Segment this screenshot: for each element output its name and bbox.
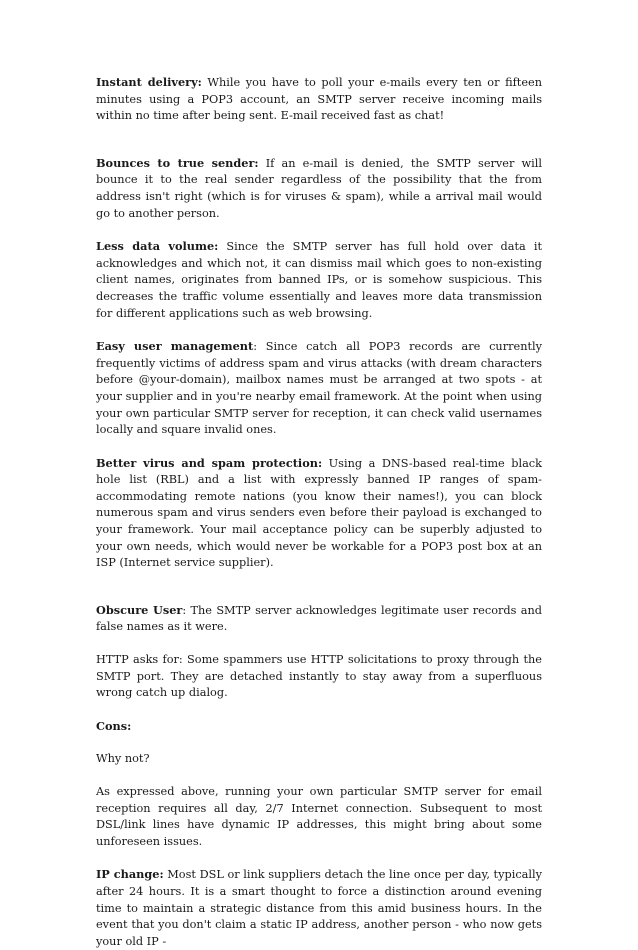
paragraph-text: As expressed above, running your own particular SMTP server for email reception requires all day, 2/7 Internet connection. Subsequent to most DSL/link lines have dynamic IP addresses, this might bring about some unforeseen issues. (96, 785, 542, 848)
paragraph-text: While you have to poll your e-mails every ten or fifteen minutes using a POP3 account, an SMTP server receive incoming mails within no time after being sent. E-mail received fast as chat! (96, 76, 542, 123)
paragraph-instant-delivery (96, 74, 542, 125)
paragraph-text: Why not? (96, 752, 150, 766)
document-body (96, 74, 542, 950)
paragraph-heading: Bounces to true sender: (96, 155, 259, 170)
paragraph-less-data-volume (96, 238, 542, 322)
paragraph-heading: Easy user management (96, 339, 254, 354)
paragraph-as-expressed-above (96, 784, 542, 850)
paragraph-heading: Better virus and spam protection: (96, 455, 323, 470)
paragraph-bounces-to-true-sender (96, 155, 542, 222)
paragraph-text: : Since catch all POP3 records are currently frequently victims of address spam and virus attacks (with dream characters before @your-domain), mailbox names must be arranged at two spots - at your supplier and in you're nearby email framework. At the point when using your own particular SMTP server for reception, it can check valid usernames locally and square invalid ones. (96, 340, 542, 437)
paragraph-text: If an e-mail is denied, the SMTP server will bounce it to the real sender regardless of the possibility that the from address isn't right (which is for viruses & spam), while a arrival mail would go to another person. (96, 156, 542, 220)
paragraph-text: Most DSL or link suppliers detach the line once per day, typically after 24 hours. It is a smart thought to force a distinction around evening time to maintain a strategic distance from this amid business hours. In the event that you don't claim a static IP address, another person - who now gets your old IP - (96, 868, 542, 948)
paragraph-heading: Instant delivery: (96, 75, 202, 89)
paragraph-text: Since the SMTP server has full hold over data it acknowledges and which not, it can dismiss mail which goes to non-existing client names, originates from banned IPs, or is somehow suspicious. This decreases the traffic volume essentially and leaves more data transmission for different applications such as web browsing. (96, 240, 543, 320)
paragraph-text: HTTP asks for: Some spammers use HTTP solicitations to proxy through the SMTP port. They are detached instantly to stay away from a superfluous wrong catch up dialog. (96, 653, 542, 700)
paragraph-http-asks-for (96, 652, 542, 702)
paragraph-text: Using a DNS-based real-time black hole list (RBL) and a list with expressly banned IP ranges of spam-accommodating remote nations (you know their names!), you can block numerous spam and virus senders even before their payload is exchanged to your framework. Your mail acceptance policy can be superbly adjusted to your own needs, which would never be workable for a POP3 post box at an ISP (Internet service supplier). (96, 456, 542, 570)
paragraph-heading: IP change: (96, 867, 164, 882)
paragraph-why-not (96, 751, 542, 768)
paragraph-easy-user-management (96, 338, 542, 439)
paragraph-obscure-user (96, 602, 542, 636)
paragraph-heading: Less data volume: (96, 239, 219, 254)
paragraph-text: : The SMTP server acknowledges legitimate user records and false names as it were. (96, 603, 542, 634)
section-heading-cons (96, 718, 542, 736)
paragraph-better-virus-spam-protection (96, 455, 542, 572)
paragraph-heading: Cons: (96, 718, 132, 733)
paragraph-ip-change (96, 866, 542, 950)
paragraph-heading: Obscure User (96, 602, 183, 617)
